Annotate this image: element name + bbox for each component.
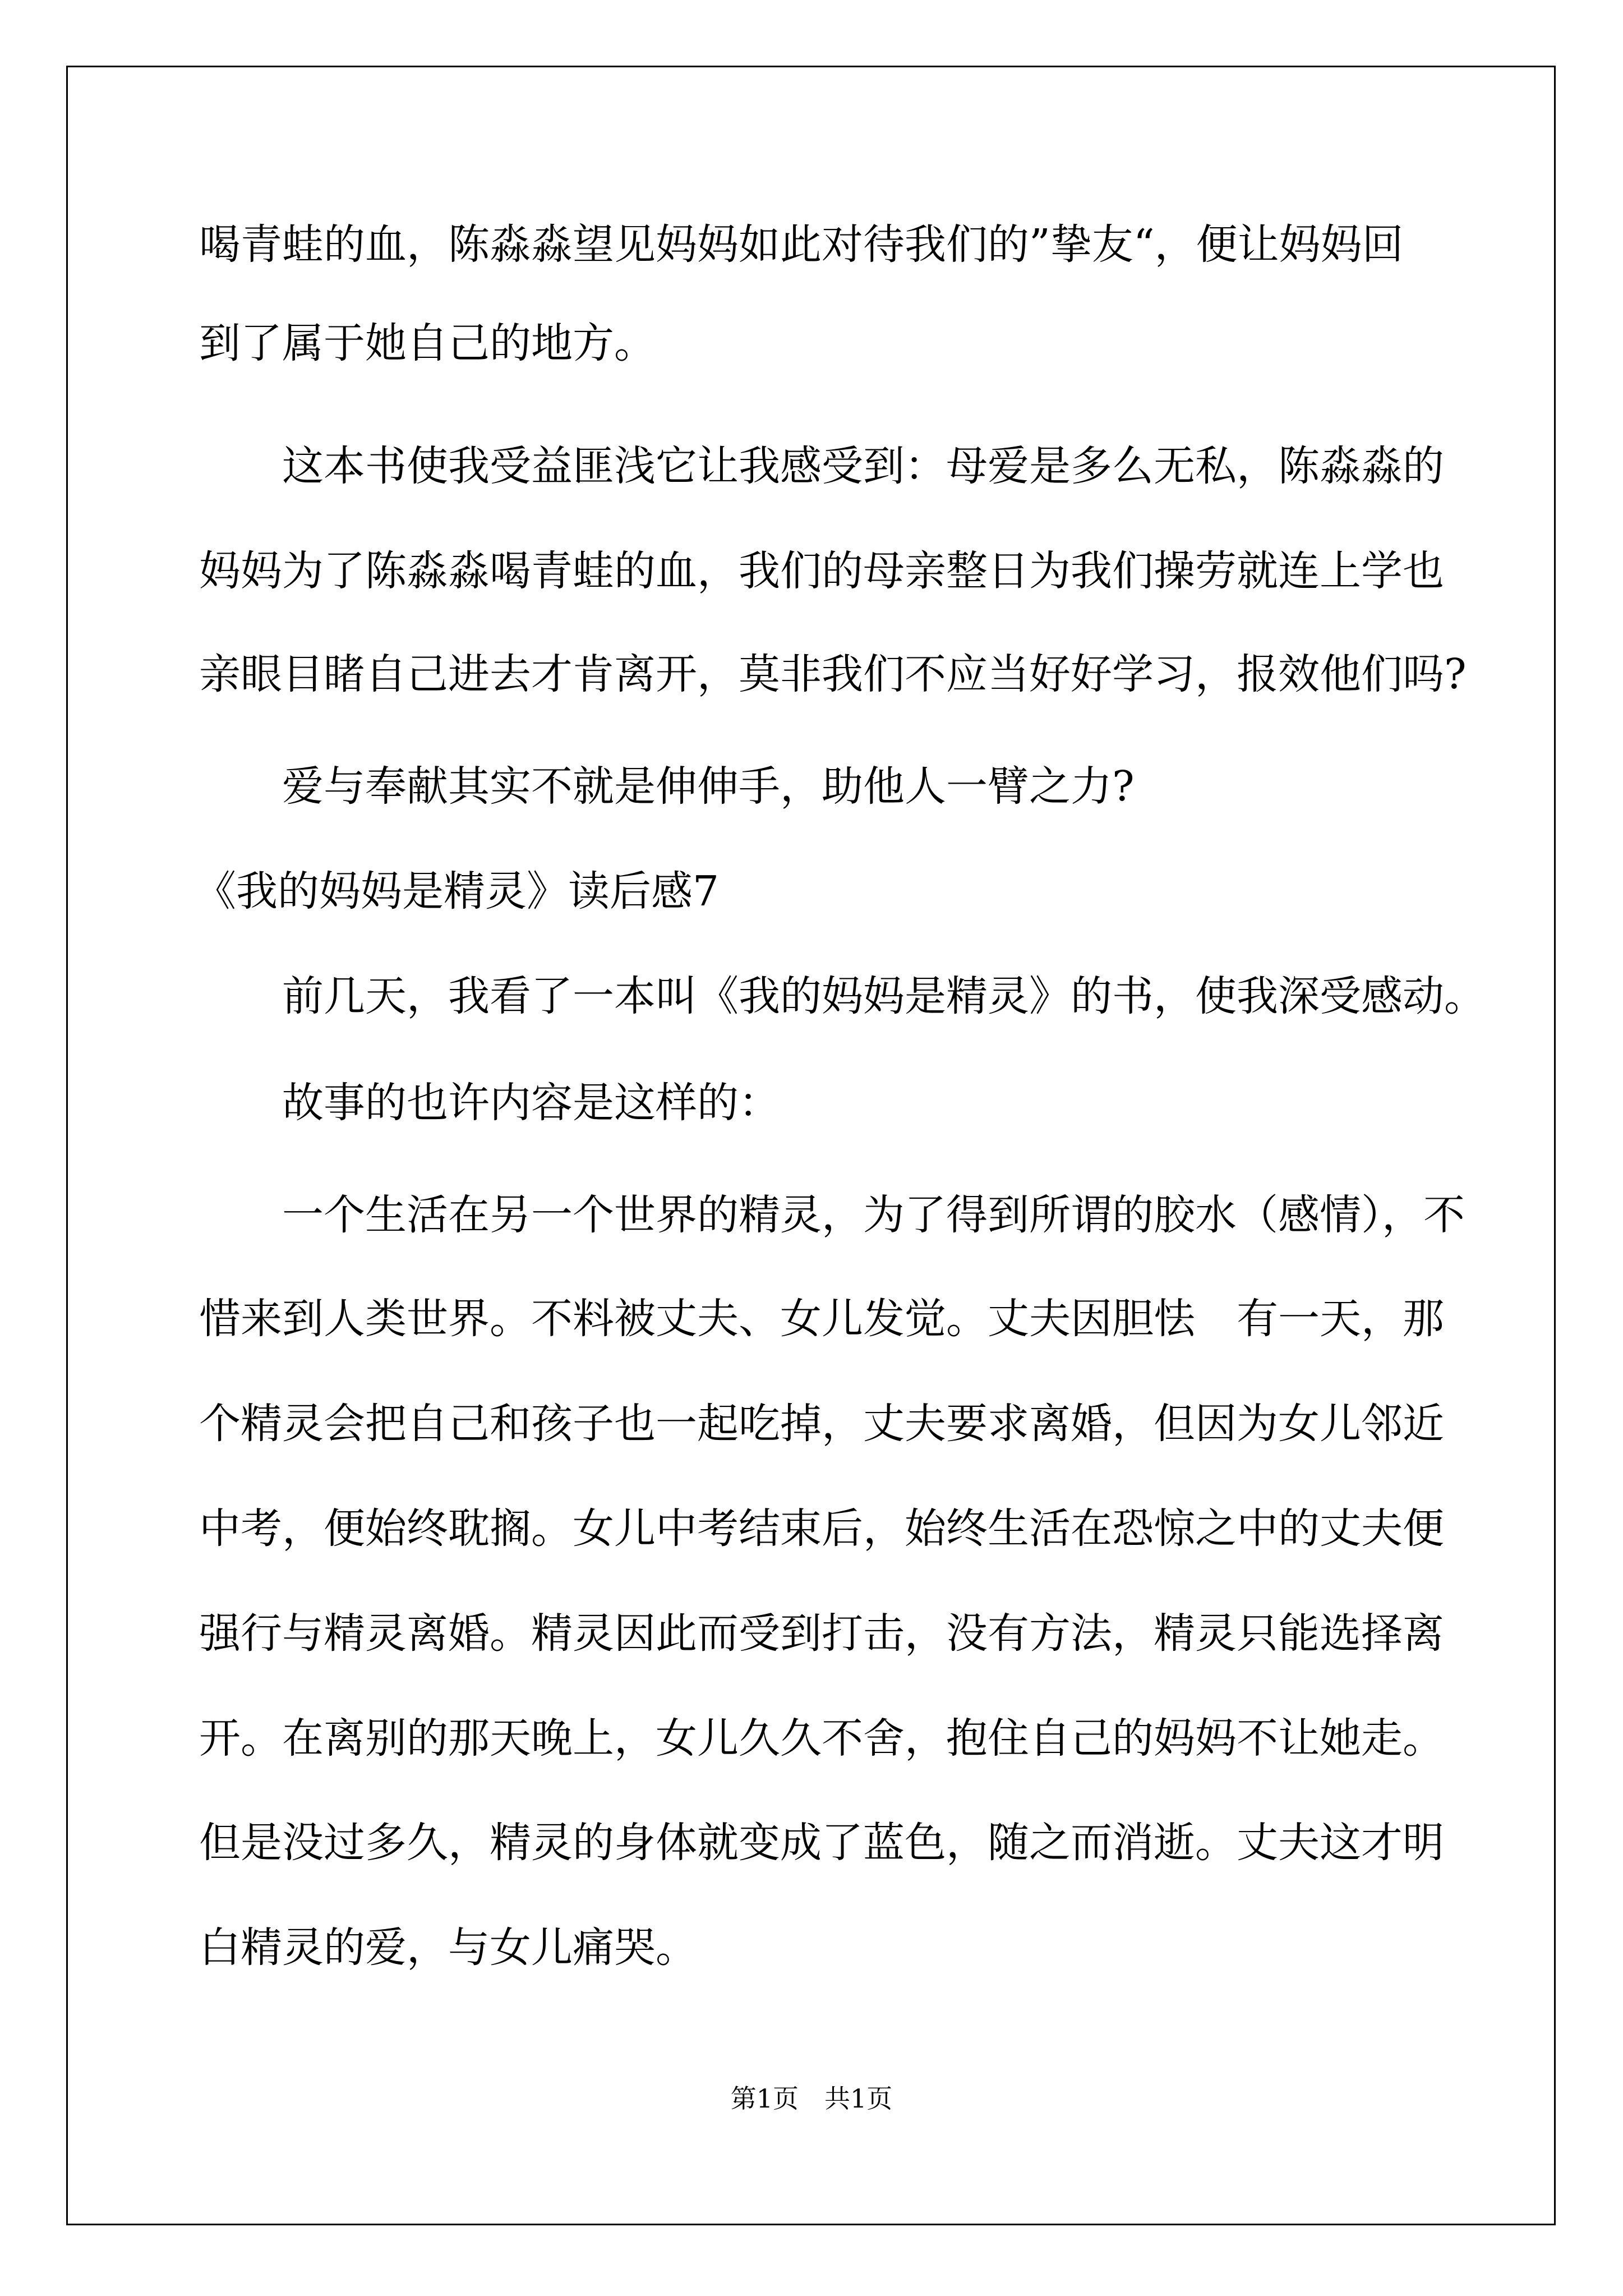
- text-line: 强行与精灵离婚。精灵因此而受到打击，没有方法，精灵只能选择离: [199, 1609, 1444, 1658]
- text-line: 白精灵的爱，与女儿痛哭。: [199, 1924, 697, 1972]
- text-line: 妈妈为了陈淼淼喝青蛙的血，我们的母亲整日为我们操劳就连上学也: [199, 547, 1444, 595]
- page-border: [66, 66, 1556, 2225]
- text-line: 喝青蛙的血，陈淼淼望见妈妈如此对待我们的”挚友“，便让妈妈回: [199, 220, 1404, 269]
- paragraph-start-line: 前几天，我看了一本叫《我的妈妈是精灵》的书，使我深受感动。: [282, 972, 1486, 1020]
- paragraph-start-line: 这本书使我受益匪浅它让我感受到：母爱是多么无私，陈淼淼的: [282, 442, 1444, 490]
- text-line: 到了属于她自己的地方。: [199, 319, 656, 367]
- section-heading: 《我的妈妈是精灵》读后感7: [195, 867, 720, 915]
- page-number-footer: 第1页 共1页: [730, 2083, 893, 2114]
- text-line: 惜来到人类世界。不料被丈夫、女儿发觉。丈夫因胆怯 有一天，那: [199, 1295, 1444, 1343]
- text-line: 个精灵会把自己和孩子也一起吃掉，丈夫要求离婚，但因为女儿邻近: [199, 1400, 1444, 1448]
- text-line: 但是没过多久，精灵的身体就变成了蓝色，随之而消逝。丈夫这才明: [199, 1819, 1444, 1867]
- text-line: 亲眼目睹自己进去才肯离开，莫非我们不应当好好学习，报效他们吗?: [199, 650, 1467, 698]
- paragraph-start-line: 一个生活在另一个世界的精灵，为了得到所谓的胶水（感情），不: [282, 1191, 1465, 1239]
- paragraph-start-line: 故事的也许内容是这样的：: [282, 1079, 780, 1127]
- paragraph-start-line: 爱与奉献其实不就是伸伸手，助他人一臂之力?: [282, 762, 1135, 811]
- text-line: 中考，便始终耽搁。女儿中考结束后，始终生活在恐惊之中的丈夫便: [199, 1504, 1444, 1553]
- text-line: 开。在离别的那天晚上，女儿久久不舍，抱住自己的妈妈不让她走。: [199, 1714, 1444, 1763]
